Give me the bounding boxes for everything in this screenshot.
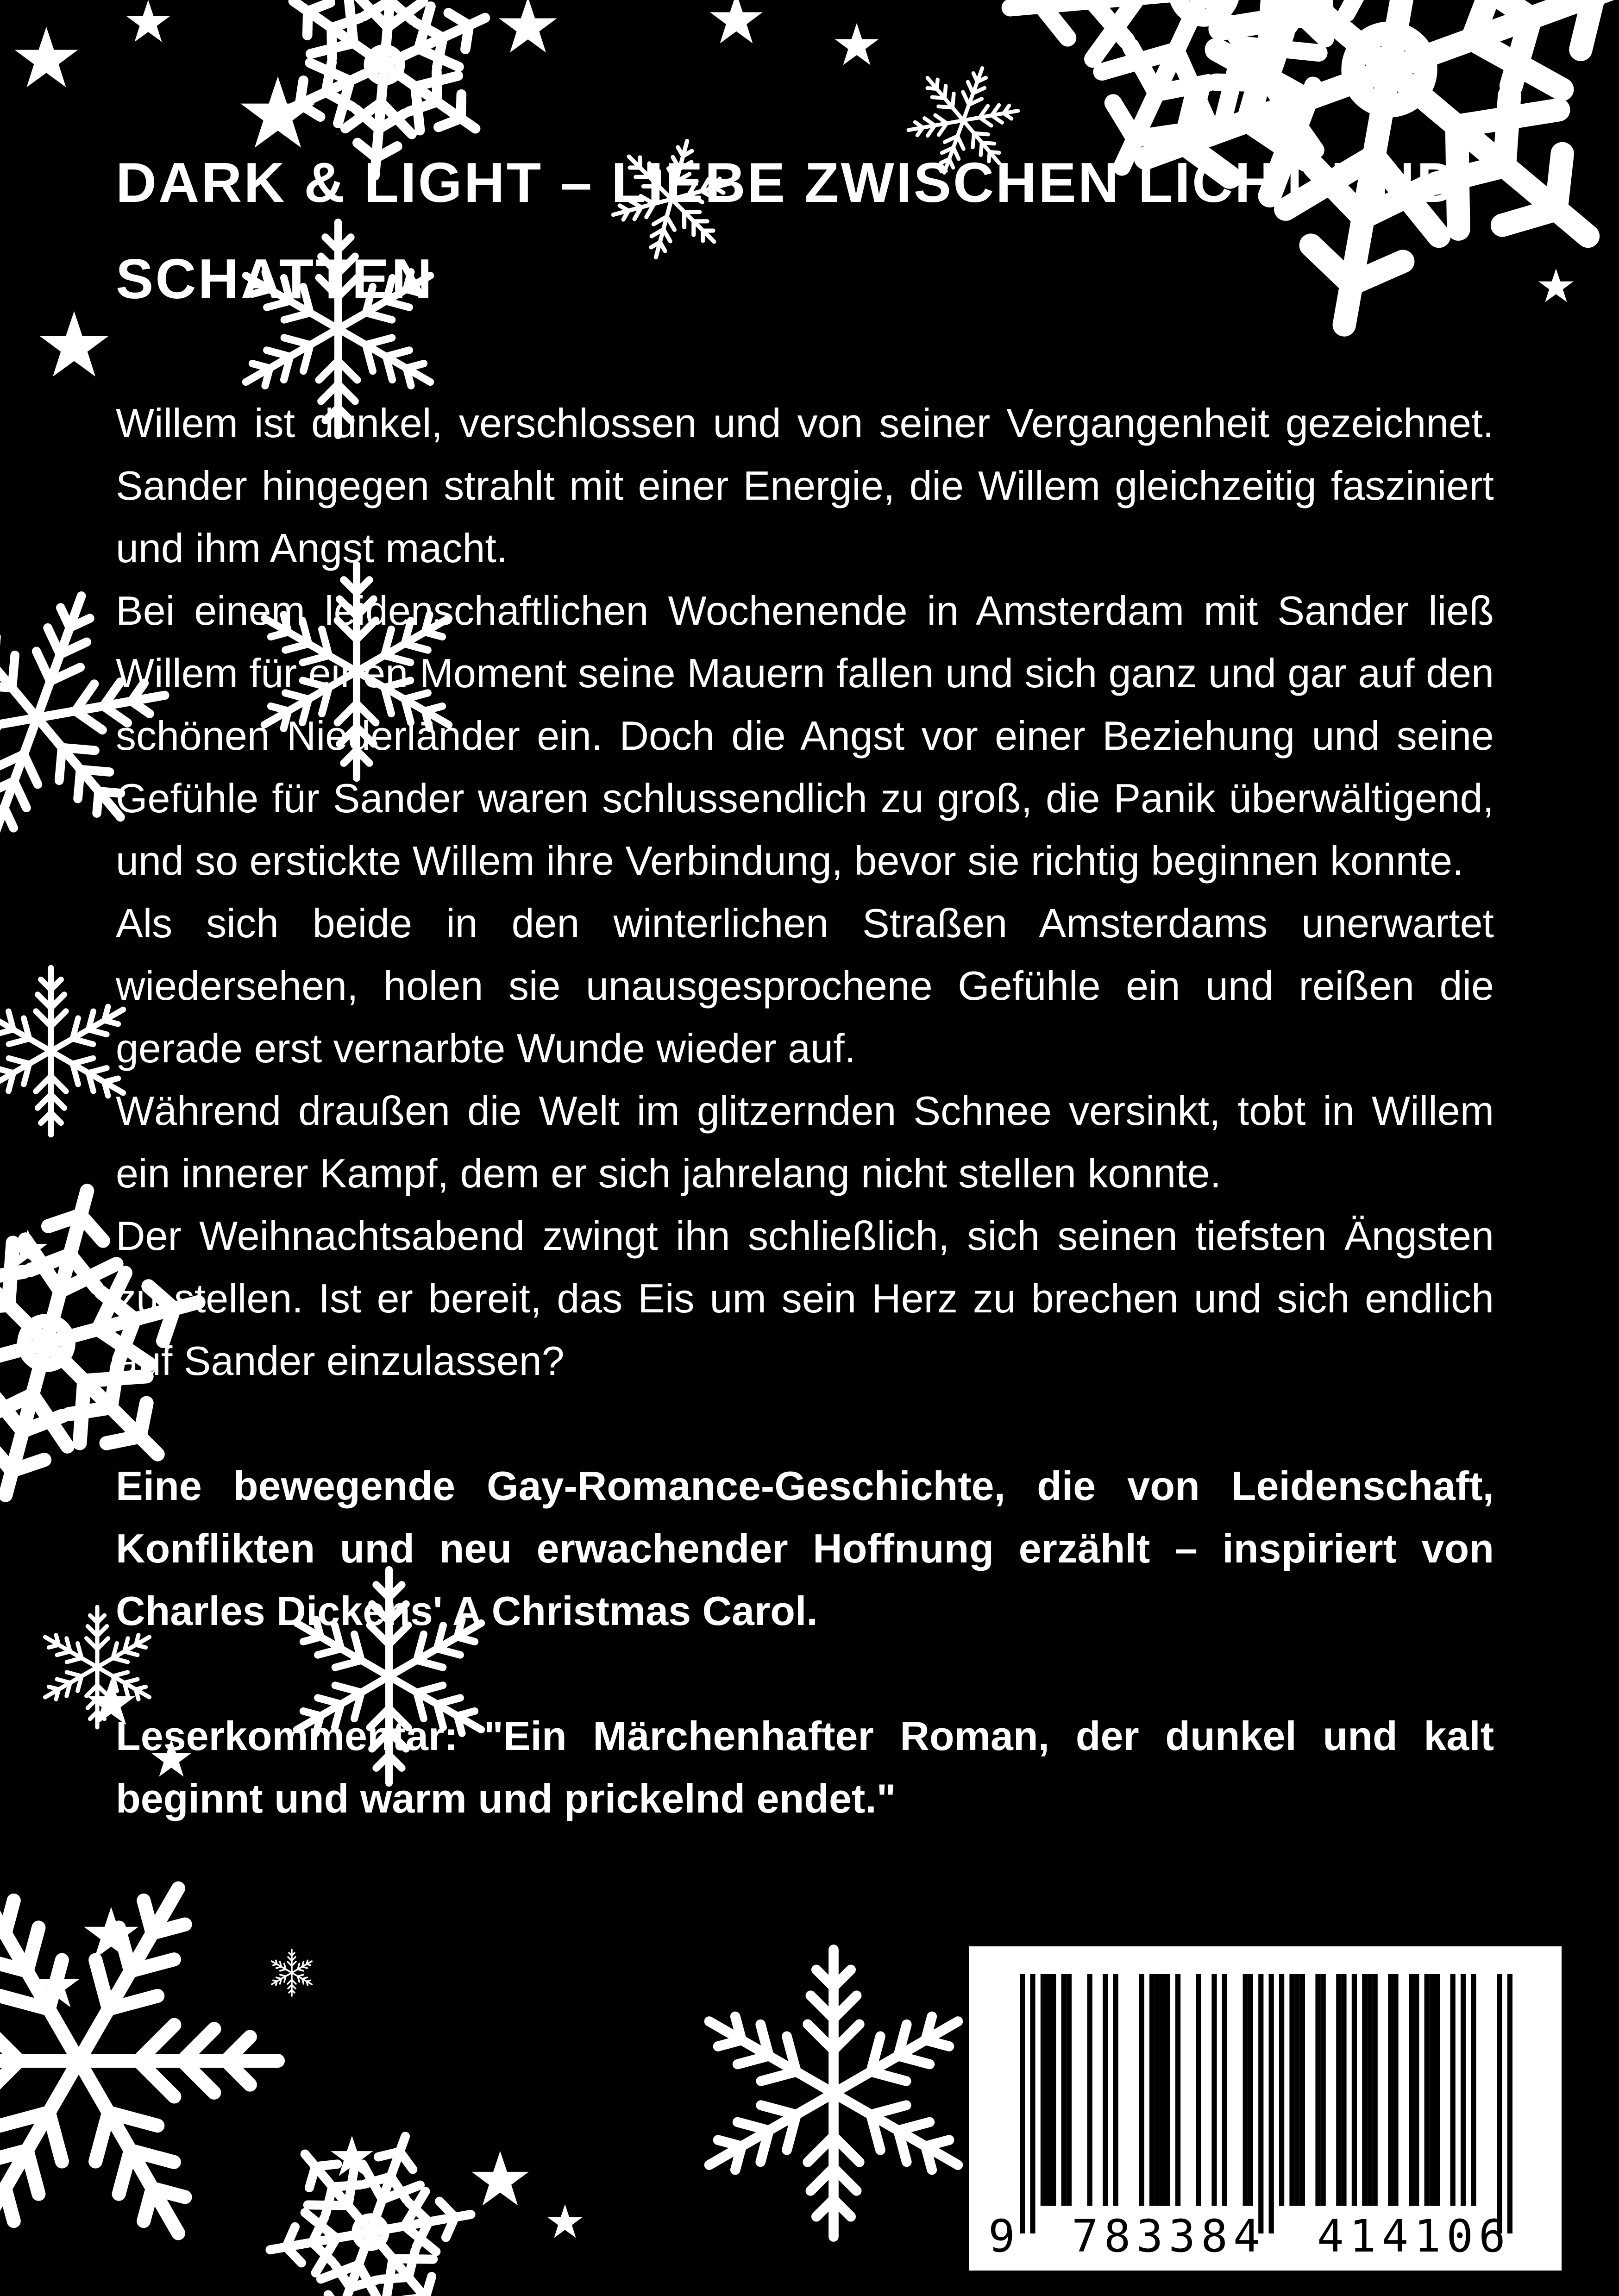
star-icon xyxy=(1538,269,1574,302)
barcode-right-group: 414106 xyxy=(1317,2210,1511,2262)
blurb-paragraph: Während draußen die Welt im glitzernden Schnee versinkt, tobt in Willem ein innerer Kampf, dem er sich jahrelang nicht stellen konnte. xyxy=(116,1088,1494,1196)
reader-comment: Leserkommentar: "Ein Märchenhafter Roman, der dunkel und kalt beginnt und warm und prickelnd endet." xyxy=(116,1713,1494,1821)
book-title: DARK & LIGHT – LIEBE ZWISCHEN LICHT UND SCHATTEN xyxy=(116,151,1459,310)
barcode-bar xyxy=(1409,1974,1414,2206)
barcode-bar xyxy=(1414,1974,1419,2206)
barcode-bar xyxy=(1424,1974,1430,2206)
snowflake-icon xyxy=(238,2101,503,2296)
barcode-bar xyxy=(1269,1974,1274,2233)
star-icon xyxy=(126,0,170,42)
barcode-bar xyxy=(1321,1974,1326,2206)
blurb-paragraph: Als sich beide in den winterlichen Straßen Amsterdams unerwartet wiedersehen, holen sie unausgesprochene Gefühle ein und reißen die gerade erst vernarbte Wunde wieder auf. xyxy=(116,900,1494,1071)
blurb-paragraph: Der Weihnachtsabend zwingt ihn schließlich, sich seinen tiefsten Ängsten zu stellen. Ist er bereit, das Eis um sein Herz zu brechen und sich endlich auf Sander einzulassen? xyxy=(116,1213,1494,1384)
barcode-bar xyxy=(1061,1974,1067,2206)
barcode-left-group: 783384 xyxy=(1072,2210,1266,2262)
barcode-bar xyxy=(1160,1974,1165,2206)
snowflake-icon xyxy=(0,968,131,1135)
barcode-bar xyxy=(1507,1974,1512,2233)
barcode-bar xyxy=(1362,1974,1367,2206)
barcode-bar xyxy=(1258,1974,1263,2233)
snowflake-icon xyxy=(270,1950,314,1996)
barcode-bar xyxy=(1450,1974,1456,2206)
snowflake-icon xyxy=(0,1793,343,2296)
barcode-bar xyxy=(1067,1974,1072,2206)
blurb-paragraph: Willem ist dunkel, verschlossen und von seiner Vergangenheit gezeichnet. Sander hingegen strahlt mit einer Energie, die Willem gleichzeitig fasziniert und ihm Angst macht. xyxy=(116,400,1494,571)
barcode-bar xyxy=(1471,1974,1476,2206)
barcode-bar xyxy=(1336,1974,1341,2206)
snowflake-icon xyxy=(697,1950,971,2237)
star-icon xyxy=(15,27,78,87)
star-icon xyxy=(471,2151,529,2206)
isbn-barcode xyxy=(969,1946,1562,2271)
star-icon xyxy=(710,0,763,44)
barcode-bar xyxy=(1388,1974,1393,2206)
barcode-bar xyxy=(1087,1974,1092,2206)
barcode-bar xyxy=(1030,1974,1035,2233)
barcode-bar xyxy=(1373,1974,1378,2206)
barcode-bar xyxy=(1113,1974,1118,2206)
barcode-bar xyxy=(1155,1974,1160,2206)
barcode-bar xyxy=(1139,1974,1144,2206)
barcode-bar xyxy=(1497,1974,1502,2233)
barcode-bar xyxy=(1367,1974,1372,2206)
barcode-bar xyxy=(1289,1974,1294,2206)
barcode-bar xyxy=(1175,1974,1180,2206)
barcode-bar xyxy=(1430,1974,1435,2206)
reader-comment-block xyxy=(116,1705,1494,1830)
barcode-bar xyxy=(1196,1974,1201,2206)
tagline-block xyxy=(116,1455,1494,1642)
barcode-bar xyxy=(1051,1974,1056,2206)
barcode-bar xyxy=(1300,1974,1305,2206)
barcode-bar xyxy=(1222,1974,1227,2206)
barcode-bar xyxy=(1020,1974,1025,2233)
barcode-bar xyxy=(1461,1974,1466,2206)
barcode-bar xyxy=(1103,1974,1108,2206)
blurb-paragraph: Bei einem leidenschaftlichen Wochenende in Amsterdam mit Sander ließ Willem für einen Moment seine Mauern fallen und sich ganz und gar auf den schönen Niederländer ein. Doch die Angst vor einer Beziehung und seine Gefühle für Sander waren schlussendlich zu groß, die Panik überwältigend, und so erstickte Willem ihre Verbindung, bevor sie richtig beginnen konnte. xyxy=(116,588,1494,884)
barcode-bar xyxy=(1295,1974,1300,2206)
barcode-bar xyxy=(1393,1974,1398,2206)
barcode-bar xyxy=(1341,1974,1346,2206)
barcode-bar xyxy=(1248,1974,1253,2206)
barcode-bar xyxy=(1046,1974,1051,2206)
star-icon xyxy=(40,311,108,376)
star-icon xyxy=(547,2204,583,2238)
star-icon xyxy=(835,23,879,65)
text-content xyxy=(116,134,1494,1830)
barcode-bar xyxy=(1211,1974,1217,2206)
star-icon xyxy=(499,0,557,52)
barcode-bar xyxy=(1279,1974,1284,2206)
barcode-bar xyxy=(1149,1974,1155,2206)
barcode-bar xyxy=(1165,1974,1170,2206)
tagline: Eine bewegende Gay-Romance-Geschichte, die von Leidenschaft, Konflikten und neu erwachender Hoffnung erzählt – inspiriert von Charles Dickens' A Christmas Carol. xyxy=(116,1463,1494,1634)
barcode-bar xyxy=(1243,1974,1248,2206)
barcode-bar xyxy=(1041,1974,1046,2206)
barcode-bar xyxy=(1315,1974,1320,2206)
barcode-lead-digit: 9 xyxy=(988,2210,1021,2262)
blurb xyxy=(116,392,1494,1392)
barcode-bar xyxy=(1352,1974,1357,2206)
barcode-bar xyxy=(1435,1974,1440,2206)
